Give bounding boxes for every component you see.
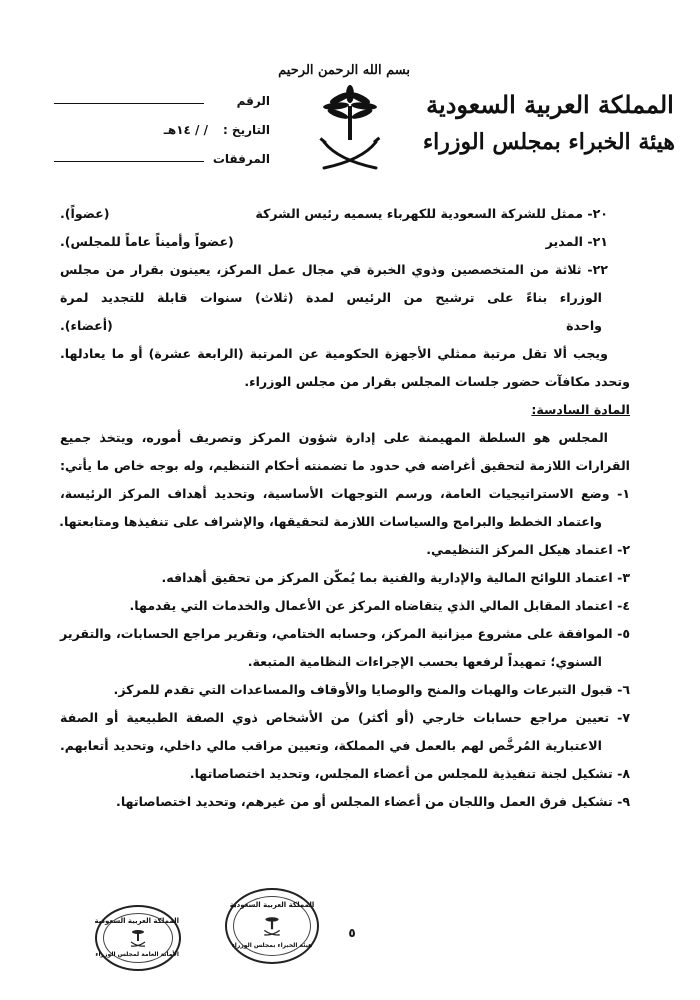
item-22-line-1: ٢٢- ثلاثة من المتخصصين وذوي الخبرة في مجال عمل المركز، يعينون بقرار من مجلس bbox=[60, 262, 608, 277]
date-label: التاريخ : bbox=[222, 123, 270, 137]
attachments-line bbox=[54, 161, 204, 162]
list-item bbox=[60, 256, 630, 284]
item-22-note: (أعضاء). bbox=[60, 318, 113, 333]
item-22-line-3: واحدة bbox=[566, 318, 602, 333]
attachments-label: المرفقات bbox=[212, 152, 270, 166]
saudi-emblem-icon bbox=[318, 84, 382, 174]
list-item-continuation bbox=[60, 508, 630, 536]
kingdom-title: المملكة العربية السعودية bbox=[426, 90, 674, 119]
item-20-text: ٢٠- ممثل للشركة السعودية للكهرباء يسميه رئيس الشركة bbox=[255, 206, 608, 221]
seal-right-bottom-text: هيئة الخبراء بمجلس الوزراء bbox=[231, 942, 313, 949]
list-item bbox=[60, 704, 630, 732]
list-item-continuation bbox=[60, 732, 630, 760]
point-2: ٢- اعتماد هيكل المركز التنظيمي. bbox=[426, 542, 630, 557]
item-21-note: (عضواً وأميناً عاماً للمجلس). bbox=[60, 234, 234, 249]
point-9: ٩- تشكيل فرق العمل واللجان من أعضاء المجلس أو من غيرهم، وتحديد اختصاصاتها. bbox=[116, 794, 630, 809]
date-row bbox=[40, 119, 270, 148]
seal-left-emblem-icon bbox=[128, 928, 148, 948]
point-8: ٨- تشكيل لجنة تنفيذية للمجلس من أعضاء المجلس، وتحديد اختصاصاتها. bbox=[189, 766, 630, 781]
para-2-line-2: القرارات اللازمة لتحقيق أغراضه في حدود ما تضمنته أحكام التنظيم، وله بوجه خاص ما يأتي: bbox=[60, 458, 630, 473]
date-value: / / ١٤هـ bbox=[163, 123, 208, 137]
para-1-line-2: وتحدد مكافآت حضور جلسات المجلس بقرار من مجلس الوزراء. bbox=[244, 374, 630, 389]
item-22-line-2: الوزراء بناءً على ترشيح من الرئيس لمدة (ثلاث) سنوات قابلة للتجديد لمرة bbox=[60, 290, 602, 305]
list-item-continuation bbox=[60, 312, 630, 340]
page-number: ٥ bbox=[348, 926, 356, 940]
list-item bbox=[60, 228, 630, 256]
point-7-line-2: الاعتبارية المُرخَّص لهم بالعمل في المملكة، وتعيين مراقب مالي داخلي، وتحديد أتعابهم. bbox=[60, 738, 602, 753]
list-item bbox=[60, 676, 630, 704]
reference-line bbox=[54, 103, 204, 104]
item-21-text: ٢١- المدير bbox=[545, 234, 608, 249]
article-heading-text: المادة السادسة: bbox=[531, 402, 630, 417]
list-item bbox=[60, 760, 630, 788]
point-1-line-1: ١- وضع الاستراتيجيات العامة، ورسم التوجهات الأساسية، وتحديد أهداف المركز الرئيسة، bbox=[60, 486, 630, 501]
point-4: ٤- اعتماد المقابل المالي الذي يتقاضاه المركز عن الأعمال والخدمات التي يقدمها. bbox=[129, 598, 630, 613]
paragraph bbox=[60, 424, 630, 452]
document-body bbox=[60, 200, 630, 816]
list-item bbox=[60, 480, 630, 508]
reference-row bbox=[40, 90, 270, 119]
list-item bbox=[60, 592, 630, 620]
seal-left-top-text: المملكة العربية السعودية bbox=[94, 917, 179, 925]
point-1-line-2: واعتماد الخطط والبرامج والسياسات اللازمة لتحقيقها، والإشراف على تنفيذها ومتابعتها. bbox=[59, 514, 602, 529]
seal-right-emblem-icon bbox=[261, 915, 283, 937]
list-item-continuation bbox=[60, 284, 630, 312]
paragraph bbox=[60, 340, 630, 368]
point-5-line-2: السنوي؛ تمهيداً لرفعها بحسب الإجراءات النظامية المتبعة. bbox=[247, 654, 602, 669]
paragraph bbox=[60, 368, 630, 396]
list-item bbox=[60, 200, 630, 228]
point-3: ٣- اعتماد اللوائح المالية والإدارية والفنية بما يُمكّن المركز من تحقيق أهدافه. bbox=[161, 570, 630, 585]
seal-left-bottom-text: الأمانة العامة لمجلس الوزراء bbox=[95, 951, 179, 958]
reference-label: الرقم bbox=[236, 94, 270, 108]
attachments-row bbox=[40, 148, 270, 177]
basmala: بسم الله الرحمن الرحيم bbox=[278, 63, 410, 78]
article-heading bbox=[60, 396, 630, 424]
para-2-line-1: المجلس هو السلطة المهيمنة على إدارة شؤون المركز وتصريف أموره، ويتخذ جميع bbox=[60, 430, 608, 445]
point-7-line-1: ٧- تعيين مراجع حسابات خارجي (أو أكثر) من الأشخاص ذوي الصفة الطبيعية أو الصفة bbox=[60, 710, 630, 725]
item-20-note: (عضواً). bbox=[60, 206, 110, 221]
authority-title: هيئة الخبراء بمجلس الوزراء bbox=[422, 129, 675, 155]
list-item bbox=[60, 788, 630, 816]
seal-right-top-text: المملكة العربية السعودية bbox=[229, 901, 315, 909]
reference-block bbox=[40, 90, 270, 177]
list-item-continuation bbox=[60, 648, 630, 676]
list-item bbox=[60, 620, 630, 648]
point-6: ٦- قبول التبرعات والهبات والمنح والوصايا والأوقاف والمساعدات التي تقدم للمركز. bbox=[113, 682, 630, 697]
list-item bbox=[60, 564, 630, 592]
paragraph bbox=[60, 452, 630, 480]
list-item bbox=[60, 536, 630, 564]
para-1-line-1: ويجب ألا تقل مرتبة ممثلي الأجهزة الحكومية عن المرتبة (الرابعة عشرة) أو ما يعادلها. bbox=[60, 346, 608, 361]
seal-right bbox=[225, 888, 319, 964]
seal-left bbox=[95, 905, 181, 971]
point-5-line-1: ٥- الموافقة على مشروع ميزانية المركز، وحسابه الختامي، وتقرير مراجع الحسابات، والتقرير bbox=[60, 626, 630, 641]
